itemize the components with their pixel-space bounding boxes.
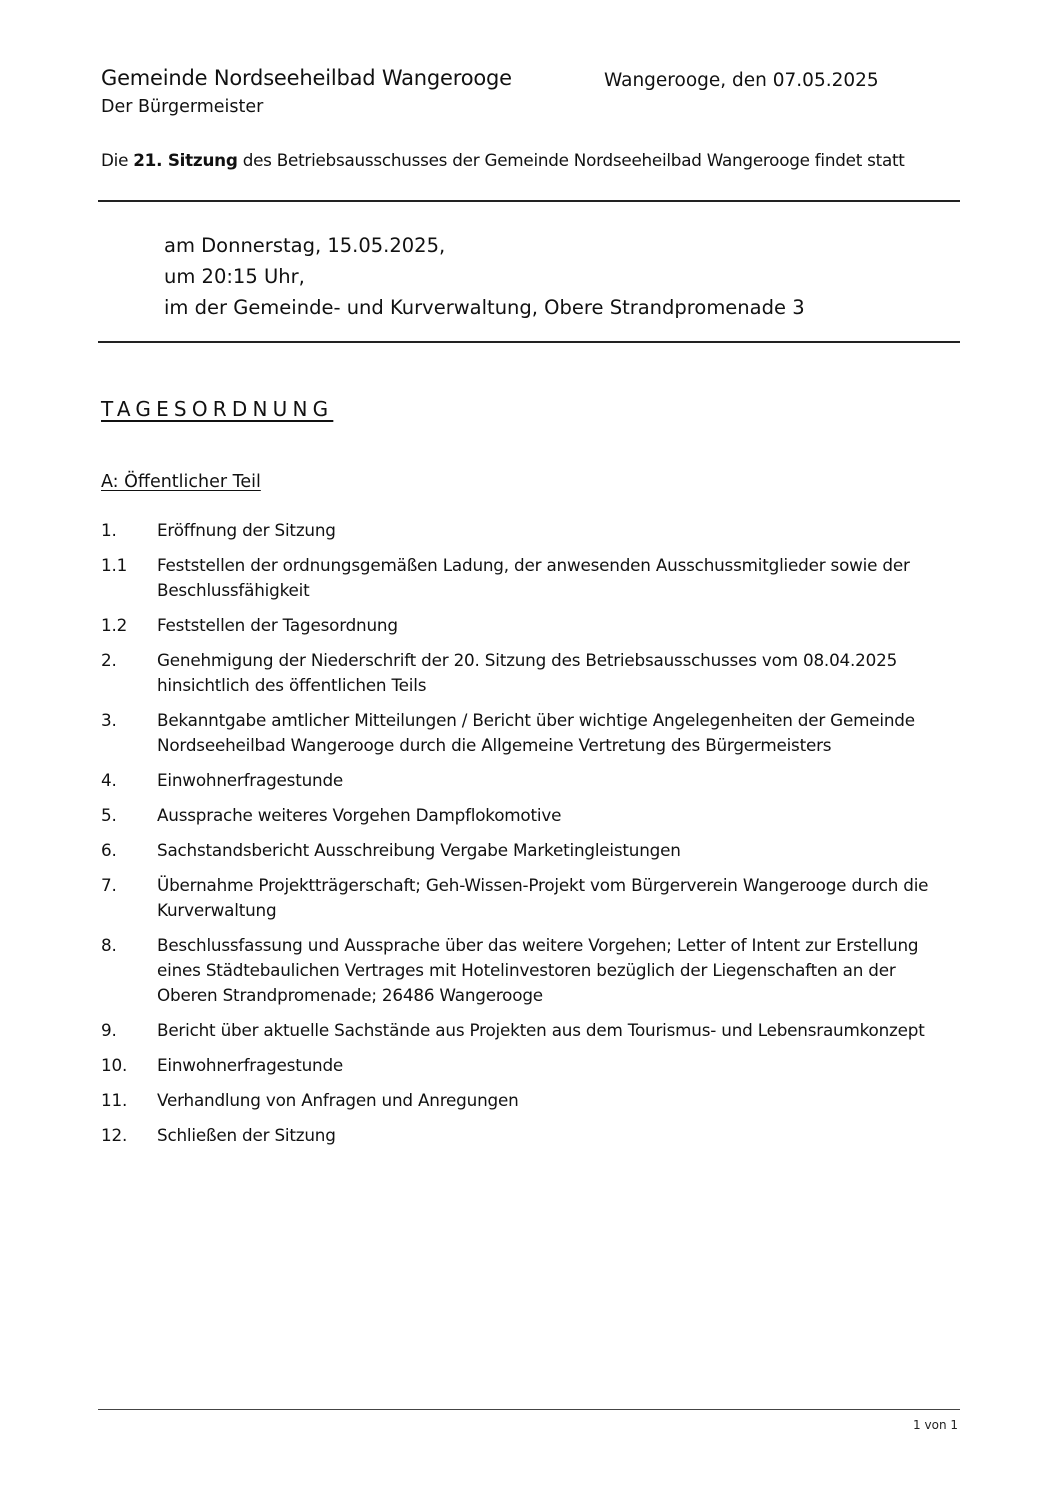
agenda-item-text: Einwohnerfragestunde [157, 1055, 344, 1075]
organization-name: Gemeinde Nordseeheilbad Wangerooge [101, 66, 512, 90]
agenda-item [101, 838, 951, 863]
meeting-details [164, 230, 805, 323]
agenda-item-text: Sachstandsbericht Ausschreibung Vergabe Marketingleistungen [157, 840, 681, 860]
agenda-item [101, 768, 951, 793]
agenda-item-text: Verhandlung von Anfragen und Anregungen [157, 1090, 519, 1110]
agenda-item-number: 11. [101, 1090, 128, 1110]
agenda-item [101, 1018, 951, 1043]
agenda-title: TAGESORDNUNG [101, 397, 334, 421]
agenda-item-number: 4. [101, 770, 117, 790]
agenda-item-text: Bekanntgabe amtlicher Mitteilungen / Bericht über wichtige Angelegenheiten der Gemeinde Nordseeheilbad Wangerooge durch die Allgemeine Vertretung des Bürgermeisters [157, 710, 915, 755]
footer-divider [98, 1409, 960, 1410]
top-divider [98, 200, 960, 202]
agenda-item-text: Eröffnung der Sitzung [157, 520, 336, 540]
intro-sentence [101, 150, 905, 170]
agenda-item-text: Bericht über aktuelle Sachstände aus Projekten aus dem Tourismus- und Lebensraumkonzept [157, 1020, 925, 1040]
agenda-item [101, 933, 951, 1008]
agenda-item-number: 6. [101, 840, 117, 860]
bottom-divider [98, 341, 960, 343]
page-number: 1 von 1 [913, 1418, 958, 1432]
agenda-section-heading: A: Öffentlicher Teil [101, 472, 261, 492]
department-name: Der Bürgermeister [101, 97, 264, 117]
agenda-item-number: 10. [101, 1055, 128, 1075]
agenda-item-text: Schließen der Sitzung [157, 1125, 336, 1145]
agenda-item-number: 1.1 [101, 555, 128, 575]
agenda-list [101, 518, 951, 1158]
meeting-location: im der Gemeinde- und Kurverwaltung, Obere Strandpromenade 3 [164, 296, 805, 319]
agenda-item [101, 873, 951, 923]
agenda-item-number: 8. [101, 935, 117, 955]
agenda-item [101, 708, 951, 758]
agenda-item-text: Einwohnerfragestunde [157, 770, 344, 790]
agenda-item [101, 803, 951, 828]
place-date: Wangerooge, den 07.05.2025 [604, 70, 879, 91]
intro-session: 21. Sitzung [133, 150, 238, 170]
meeting-day: am Donnerstag, 15.05.2025, [164, 234, 446, 257]
agenda-item-text: Beschlussfassung und Aussprache über das weitere Vorgehen; Letter of Intent zur Erstellung eines Städtebaulichen Vertrages mit Hotelinvestoren bezüglich der Liegenschaften an der Oberen Strandpromenade; 26486 Wangerooge [157, 935, 919, 1005]
meeting-time: um 20:15 Uhr, [164, 265, 305, 288]
agenda-item-text: Feststellen der ordnungsgemäßen Ladung, der anwesenden Ausschussmitglieder sowie der Beschlussfähigkeit [157, 555, 910, 600]
agenda-item-number: 7. [101, 875, 117, 895]
agenda-item [101, 613, 951, 638]
intro-prefix: Die [101, 150, 134, 170]
agenda-item-text: Genehmigung der Niederschrift der 20. Sitzung des Betriebsausschusses vom 08.04.2025 hinsichtlich des öffentlichen Teils [157, 650, 898, 695]
agenda-item-text: Feststellen der Tagesordnung [157, 615, 398, 635]
agenda-item-number: 9. [101, 1020, 117, 1040]
agenda-item-text: Übernahme Projektträgerschaft; Geh-Wissen-Projekt vom Bürgerverein Wangerooge durch die Kurverwaltung [157, 875, 929, 920]
agenda-item-number: 1. [101, 520, 117, 540]
agenda-item [101, 1088, 951, 1113]
agenda-item-number: 2. [101, 650, 117, 670]
agenda-item-number: 12. [101, 1125, 128, 1145]
agenda-item [101, 1053, 951, 1078]
agenda-item [101, 553, 951, 603]
agenda-item [101, 1123, 951, 1148]
agenda-item-text: Aussprache weiteres Vorgehen Dampflokomotive [157, 805, 562, 825]
agenda-item-number: 5. [101, 805, 117, 825]
intro-rest: des Betriebsausschusses der Gemeinde Nordseeheilbad Wangerooge findet statt [237, 150, 905, 170]
agenda-item [101, 648, 951, 698]
agenda-item-number: 1.2 [101, 615, 128, 635]
agenda-item-number: 3. [101, 710, 117, 730]
agenda-item [101, 518, 951, 543]
